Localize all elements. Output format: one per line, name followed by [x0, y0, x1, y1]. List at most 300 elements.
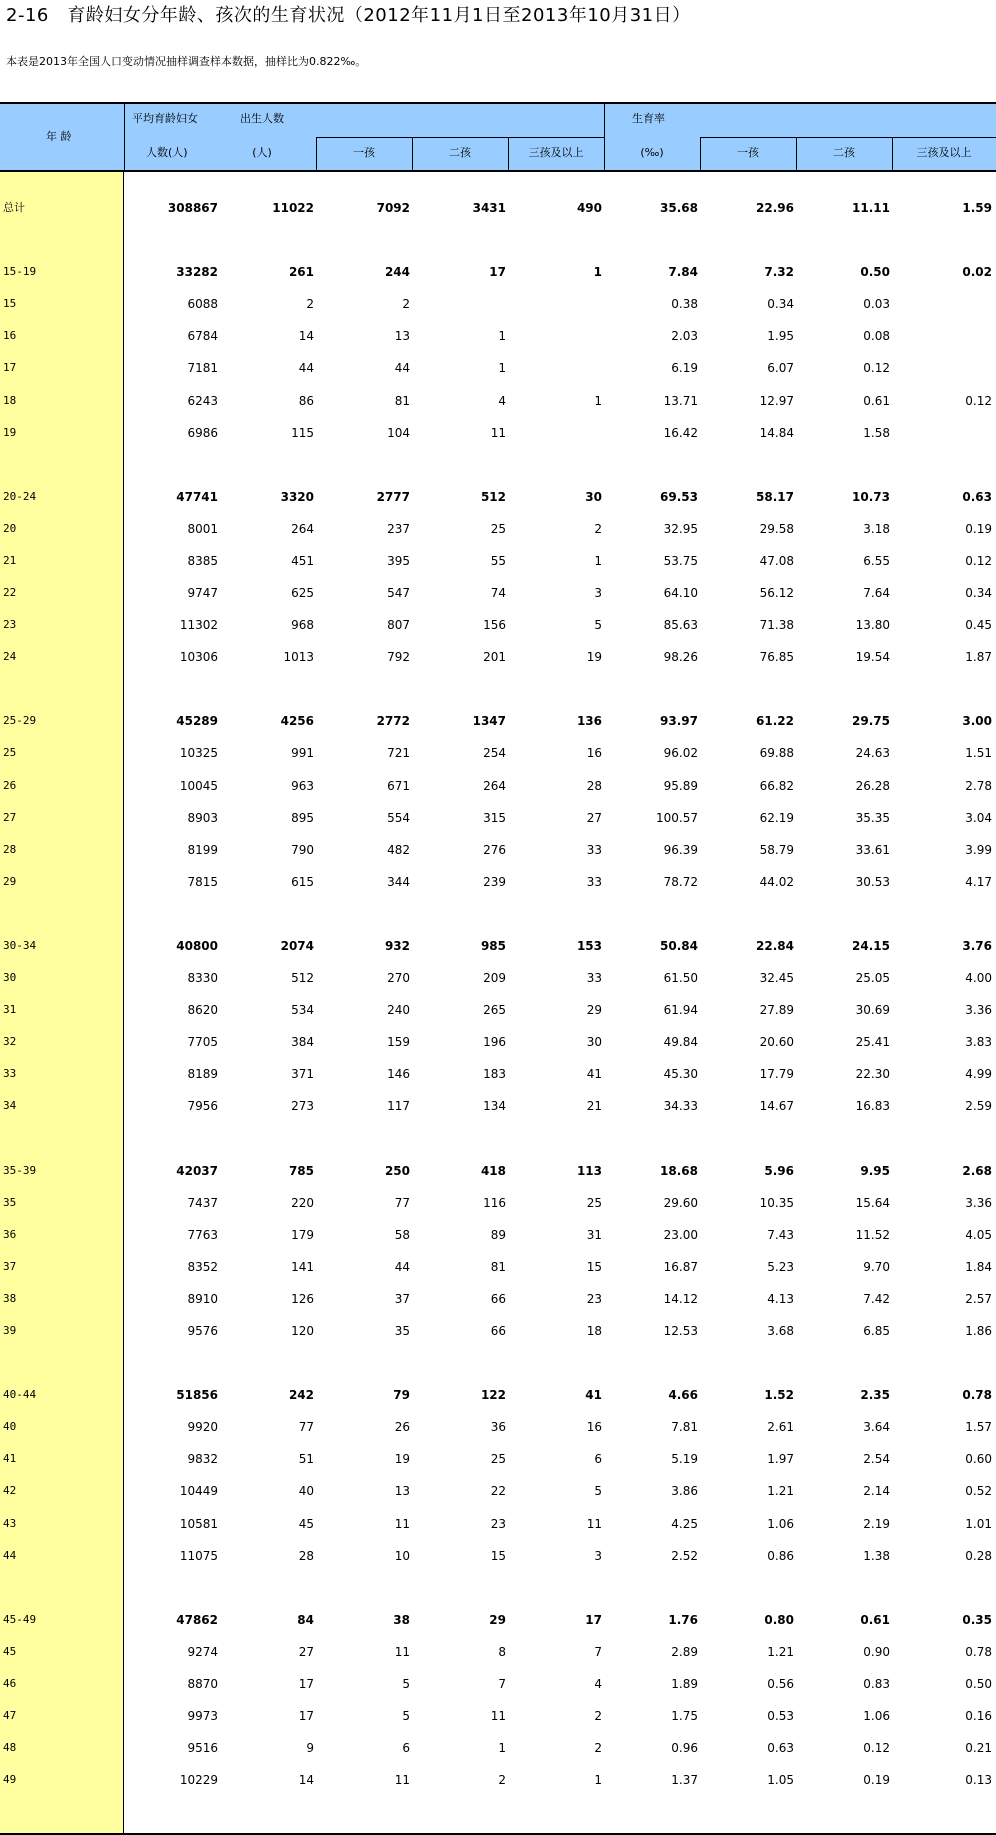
table-row	[0, 1707, 996, 1725]
header-rate-second: 二孩	[833, 146, 855, 159]
row-value-cell: 4.00	[965, 971, 992, 985]
header-subline	[700, 137, 996, 138]
row-value-cell: 1	[594, 554, 602, 568]
row-value-cell: 1.52	[764, 1388, 794, 1402]
row-age-label: 37	[3, 1260, 17, 1273]
row-value-cell: 29.60	[663, 1196, 698, 1210]
row-age-label: 25-29	[3, 714, 37, 727]
row-value-cell: 2.89	[671, 1645, 698, 1659]
row-value-cell: 2772	[376, 714, 410, 728]
row-value-cell: 22.30	[855, 1067, 890, 1081]
row-value-cell: 0.80	[764, 1613, 794, 1627]
row-value-cell: 10449	[179, 1484, 218, 1498]
row-value-cell: 201	[483, 650, 506, 664]
row-value-cell: 0.13	[965, 1773, 992, 1787]
row-value-cell: 0.03	[863, 297, 890, 311]
row-value-cell: 0.12	[863, 361, 890, 375]
row-value-cell: 0.63	[962, 490, 992, 504]
row-value-cell: 482	[387, 843, 410, 857]
row-value-cell: 344	[387, 875, 410, 889]
table-row	[0, 295, 996, 313]
row-value-cell: 8330	[187, 971, 218, 985]
row-value-cell: 512	[480, 490, 506, 504]
row-value-cell: 968	[291, 618, 314, 632]
row-value-cell: 0.60	[965, 1452, 992, 1466]
row-age-label: 17	[3, 361, 17, 374]
table-row	[0, 1547, 996, 1565]
row-value-cell: 33.61	[855, 843, 890, 857]
row-value-cell: 0.50	[965, 1677, 992, 1691]
row-value-cell: 2.78	[965, 779, 992, 793]
row-age-label: 15	[3, 297, 17, 310]
row-value-cell: 4.17	[965, 875, 992, 889]
header-births-unit: (人)	[252, 146, 272, 159]
row-value-cell: 30	[585, 490, 602, 504]
row-value-cell: 0.28	[965, 1549, 992, 1563]
row-value-cell: 81	[394, 394, 410, 408]
row-value-cell: 66	[490, 1324, 506, 1338]
row-value-cell: 6243	[187, 394, 218, 408]
row-value-cell: 19	[394, 1452, 410, 1466]
row-value-cell: 22.84	[756, 939, 794, 953]
row-value-cell: 6986	[187, 426, 218, 440]
row-value-cell: 1	[593, 265, 602, 279]
row-value-cell: 6.19	[671, 361, 698, 375]
row-value-cell: 4.99	[965, 1067, 992, 1081]
row-age-label: 20-24	[3, 490, 37, 503]
header-births-third: 三孩及以上	[528, 146, 584, 159]
row-value-cell: 6.07	[767, 361, 794, 375]
row-value-cell: 0.86	[767, 1549, 794, 1563]
row-value-cell: 8352	[187, 1260, 218, 1274]
row-value-cell: 4	[498, 394, 506, 408]
row-value-cell: 237	[387, 522, 410, 536]
row-value-cell: 5	[402, 1677, 410, 1691]
row-value-cell: 991	[291, 746, 314, 760]
row-value-cell: 126	[291, 1292, 314, 1306]
row-value-cell: 93.97	[660, 714, 698, 728]
row-age-label: 49	[3, 1773, 17, 1786]
row-value-cell: 0.21	[965, 1741, 992, 1755]
row-age-label: 24	[3, 650, 17, 663]
row-value-cell: 44.02	[759, 875, 794, 889]
row-value-cell: 100.57	[656, 811, 698, 825]
row-value-cell: 78.72	[663, 875, 698, 889]
row-value-cell: 58	[394, 1228, 410, 1242]
row-value-cell: 13.71	[663, 394, 698, 408]
row-value-cell: 2.59	[965, 1099, 992, 1113]
row-age-label: 23	[3, 618, 17, 631]
row-value-cell: 6784	[187, 329, 218, 343]
table-group-row	[0, 199, 996, 217]
row-value-cell: 315	[483, 811, 506, 825]
row-value-cell: 47862	[176, 1613, 218, 1627]
row-age-label: 47	[3, 1709, 17, 1722]
row-age-label: 46	[3, 1677, 17, 1690]
row-age-label: 41	[3, 1452, 17, 1465]
row-value-cell: 5	[402, 1709, 410, 1723]
row-value-cell: 0.78	[965, 1645, 992, 1659]
row-value-cell: 44	[394, 1260, 410, 1274]
page-title: 2-16 育龄妇女分年龄、孩次的生育状况（2012年11月1日至2013年10月31日）	[6, 5, 691, 26]
row-age-label: 总计	[3, 201, 25, 214]
row-value-cell: 32.45	[759, 971, 794, 985]
row-value-cell: 19	[586, 650, 602, 664]
row-value-cell: 6.55	[863, 554, 890, 568]
row-age-label: 40	[3, 1420, 17, 1433]
row-value-cell: 113	[576, 1164, 602, 1178]
row-value-cell: 33	[586, 971, 602, 985]
row-value-cell: 0.96	[671, 1741, 698, 1755]
row-value-cell: 15	[586, 1260, 602, 1274]
row-value-cell: 220	[291, 1196, 314, 1210]
row-value-cell: 56.12	[759, 586, 794, 600]
row-value-cell: 24.63	[855, 746, 890, 760]
row-value-cell: 81	[490, 1260, 506, 1274]
row-value-cell: 5	[594, 1484, 602, 1498]
row-value-cell: 451	[291, 554, 314, 568]
row-value-cell: 10229	[179, 1773, 218, 1787]
row-value-cell: 0.35	[962, 1613, 992, 1627]
row-value-cell: 1.58	[863, 426, 890, 440]
row-value-cell: 6.85	[863, 1324, 890, 1338]
row-value-cell: 45	[298, 1517, 314, 1531]
row-value-cell: 15	[490, 1549, 506, 1563]
row-value-cell: 53.75	[663, 554, 698, 568]
row-value-cell: 0.19	[863, 1773, 890, 1787]
row-value-cell: 7.84	[668, 265, 698, 279]
row-value-cell: 3.18	[863, 522, 890, 536]
row-value-cell: 3.36	[965, 1196, 992, 1210]
row-value-cell: 14	[298, 329, 314, 343]
row-value-cell: 2	[594, 1709, 602, 1723]
row-value-cell: 3.86	[671, 1484, 698, 1498]
row-age-label: 22	[3, 586, 17, 599]
header-divider	[604, 104, 605, 170]
row-value-cell: 1	[594, 394, 602, 408]
row-value-cell: 45289	[176, 714, 218, 728]
row-value-cell: 122	[480, 1388, 506, 1402]
row-value-cell: 35.68	[660, 201, 698, 215]
row-value-cell: 8199	[187, 843, 218, 857]
row-value-cell: 29	[489, 1613, 506, 1627]
row-value-cell: 0.19	[965, 522, 992, 536]
row-value-cell: 12.97	[759, 394, 794, 408]
row-value-cell: 1.75	[671, 1709, 698, 1723]
row-age-label: 33	[3, 1067, 17, 1080]
row-value-cell: 1.57	[965, 1420, 992, 1434]
row-value-cell: 0.61	[860, 1613, 890, 1627]
row-value-cell: 11.11	[852, 201, 890, 215]
row-value-cell: 86	[298, 394, 314, 408]
row-age-label: 30-34	[3, 939, 37, 952]
row-value-cell: 9516	[187, 1741, 218, 1755]
row-value-cell: 4	[594, 1677, 602, 1691]
row-value-cell: 0.50	[860, 265, 890, 279]
row-value-cell: 28	[298, 1549, 314, 1563]
row-value-cell: 209	[483, 971, 506, 985]
row-value-cell: 11	[490, 1709, 506, 1723]
row-age-label: 40-44	[3, 1388, 37, 1401]
row-value-cell: 16	[586, 1420, 602, 1434]
table-row	[0, 809, 996, 827]
row-value-cell: 31	[586, 1228, 602, 1242]
row-value-cell: 20.60	[759, 1035, 794, 1049]
row-age-label: 36	[3, 1228, 17, 1241]
header-births-first: 一孩	[353, 146, 375, 159]
row-value-cell: 25.41	[855, 1035, 890, 1049]
row-value-cell: 16.87	[663, 1260, 698, 1274]
row-age-label: 43	[3, 1517, 17, 1530]
row-value-cell: 7956	[187, 1099, 218, 1113]
table-row	[0, 1065, 996, 1083]
row-value-cell: 8189	[187, 1067, 218, 1081]
row-value-cell: 84	[297, 1613, 314, 1627]
row-value-cell: 1.21	[767, 1645, 794, 1659]
row-value-cell: 64.10	[663, 586, 698, 600]
row-value-cell: 50.84	[660, 939, 698, 953]
row-value-cell: 6	[402, 1741, 410, 1755]
row-value-cell: 264	[483, 779, 506, 793]
table-row	[0, 648, 996, 666]
row-value-cell: 24.15	[852, 939, 890, 953]
table-row	[0, 744, 996, 762]
row-value-cell: 1.95	[767, 329, 794, 343]
row-value-cell: 69.53	[660, 490, 698, 504]
row-value-cell: 4.66	[668, 1388, 698, 1402]
row-value-cell: 25.05	[855, 971, 890, 985]
row-value-cell: 8001	[187, 522, 218, 536]
row-value-cell: 95.89	[663, 779, 698, 793]
row-age-label: 42	[3, 1484, 17, 1497]
row-value-cell: 36	[490, 1420, 506, 1434]
row-value-cell: 932	[384, 939, 410, 953]
row-value-cell: 33	[586, 875, 602, 889]
row-value-cell: 179	[291, 1228, 314, 1242]
row-age-label: 27	[3, 811, 17, 824]
table-row	[0, 616, 996, 634]
row-age-label: 21	[3, 554, 17, 567]
row-value-cell: 308867	[167, 201, 218, 215]
table-group-row	[0, 1386, 996, 1404]
row-age-label: 30	[3, 971, 17, 984]
row-value-cell: 8385	[187, 554, 218, 568]
row-age-label: 15-19	[3, 265, 37, 278]
row-value-cell: 2.57	[965, 1292, 992, 1306]
row-value-cell: 1.84	[965, 1260, 992, 1274]
row-value-cell: 141	[291, 1260, 314, 1274]
row-value-cell: 1	[594, 1773, 602, 1787]
row-value-cell: 547	[387, 586, 410, 600]
row-value-cell: 21	[586, 1099, 602, 1113]
row-value-cell: 2	[594, 1741, 602, 1755]
row-value-cell: 1.06	[863, 1709, 890, 1723]
header-women-line2: 人数(人)	[146, 146, 188, 159]
row-value-cell: 11.52	[855, 1228, 890, 1242]
row-value-cell: 671	[387, 779, 410, 793]
table-row	[0, 392, 996, 410]
row-value-cell: 2	[306, 297, 314, 311]
row-value-cell: 38	[393, 1613, 410, 1627]
header-rate-first: 一孩	[737, 146, 759, 159]
row-value-cell: 7705	[187, 1035, 218, 1049]
header-rate-unit: (‰)	[640, 146, 664, 159]
row-value-cell: 2.19	[863, 1517, 890, 1531]
row-age-label: 35-39	[3, 1164, 37, 1177]
row-value-cell: 371	[291, 1067, 314, 1081]
row-value-cell: 159	[387, 1035, 410, 1049]
row-age-label: 20	[3, 522, 17, 535]
row-value-cell: 19.54	[855, 650, 890, 664]
row-age-label: 31	[3, 1003, 17, 1016]
row-value-cell: 9576	[187, 1324, 218, 1338]
row-value-cell: 2074	[280, 939, 314, 953]
row-value-cell: 16.42	[663, 426, 698, 440]
row-value-cell: 58.79	[759, 843, 794, 857]
row-value-cell: 10045	[179, 779, 218, 793]
row-value-cell: 27.89	[759, 1003, 794, 1017]
row-value-cell: 1347	[472, 714, 506, 728]
row-value-cell: 0.16	[965, 1709, 992, 1723]
row-value-cell: 18	[586, 1324, 602, 1338]
row-value-cell: 7	[498, 1677, 506, 1691]
table-row	[0, 1675, 996, 1693]
row-value-cell: 77	[394, 1196, 410, 1210]
row-value-cell: 265	[483, 1003, 506, 1017]
row-value-cell: 13	[394, 1484, 410, 1498]
table-row	[0, 424, 996, 442]
row-value-cell: 0.61	[863, 394, 890, 408]
row-age-label: 19	[3, 426, 17, 439]
row-value-cell: 7.81	[671, 1420, 698, 1434]
row-value-cell: 10325	[179, 746, 218, 760]
row-value-cell: 47741	[176, 490, 218, 504]
row-value-cell: 62.19	[759, 811, 794, 825]
row-age-label: 44	[3, 1549, 17, 1562]
table-row	[0, 520, 996, 538]
row-value-cell: 33282	[176, 265, 218, 279]
row-value-cell: 1.89	[671, 1677, 698, 1691]
row-value-cell: 0.45	[965, 618, 992, 632]
data-table	[0, 102, 996, 1835]
table-group-row	[0, 488, 996, 506]
row-value-cell: 17.79	[759, 1067, 794, 1081]
table-row	[0, 1226, 996, 1244]
row-value-cell: 1.51	[965, 746, 992, 760]
row-value-cell: 9.70	[863, 1260, 890, 1274]
table-header	[0, 102, 996, 172]
row-value-cell: 146	[387, 1067, 410, 1081]
row-value-cell: 7.64	[863, 586, 890, 600]
row-value-cell: 35	[394, 1324, 410, 1338]
table-row	[0, 584, 996, 602]
row-value-cell: 1	[498, 361, 506, 375]
row-value-cell: 254	[483, 746, 506, 760]
row-value-cell: 2.54	[863, 1452, 890, 1466]
row-value-cell: 136	[576, 714, 602, 728]
row-value-cell: 26	[394, 1420, 410, 1434]
row-value-cell: 30.69	[855, 1003, 890, 1017]
row-value-cell: 7.32	[764, 265, 794, 279]
row-value-cell: 45.30	[663, 1067, 698, 1081]
row-age-label: 39	[3, 1324, 17, 1337]
row-value-cell: 23.00	[663, 1228, 698, 1242]
row-value-cell: 0.02	[962, 265, 992, 279]
row-value-cell: 0.83	[863, 1677, 890, 1691]
header-births-group: 出生人数	[240, 112, 284, 125]
row-value-cell: 963	[291, 779, 314, 793]
row-value-cell: 69.88	[759, 746, 794, 760]
table-row	[0, 1739, 996, 1757]
table-row	[0, 969, 996, 987]
row-value-cell: 25	[490, 1452, 506, 1466]
row-value-cell: 1.59	[962, 201, 992, 215]
table-group-row	[0, 1611, 996, 1629]
row-value-cell: 3320	[280, 490, 314, 504]
row-value-cell: 2	[402, 297, 410, 311]
row-value-cell: 3.83	[965, 1035, 992, 1049]
row-value-cell: 239	[483, 875, 506, 889]
row-value-cell: 3	[594, 1549, 602, 1563]
row-value-cell: 7.42	[863, 1292, 890, 1306]
row-age-label: 18	[3, 394, 17, 407]
table-group-row	[0, 712, 996, 730]
row-value-cell: 117	[387, 1099, 410, 1113]
row-value-cell: 0.12	[863, 1741, 890, 1755]
row-value-cell: 30	[586, 1035, 602, 1049]
row-value-cell: 18.68	[660, 1164, 698, 1178]
row-value-cell: 51	[298, 1452, 314, 1466]
row-value-cell: 58.17	[756, 490, 794, 504]
row-value-cell: 3.36	[965, 1003, 992, 1017]
row-value-cell: 11	[394, 1773, 410, 1787]
row-value-cell: 196	[483, 1035, 506, 1049]
row-value-cell: 9747	[187, 586, 218, 600]
row-age-label: 34	[3, 1099, 17, 1112]
row-value-cell: 615	[291, 875, 314, 889]
row-value-cell: 23	[490, 1517, 506, 1531]
row-value-cell: 0.90	[863, 1645, 890, 1659]
table-row	[0, 1515, 996, 1533]
row-value-cell: 9274	[187, 1645, 218, 1659]
row-value-cell: 14.84	[759, 426, 794, 440]
row-value-cell: 250	[384, 1164, 410, 1178]
row-value-cell: 41	[586, 1067, 602, 1081]
row-value-cell: 40800	[176, 939, 218, 953]
row-value-cell: 17	[585, 1613, 602, 1627]
row-value-cell: 10.35	[759, 1196, 794, 1210]
row-value-cell: 3.76	[962, 939, 992, 953]
row-value-cell: 3.99	[965, 843, 992, 857]
row-value-cell: 790	[291, 843, 314, 857]
table-row	[0, 777, 996, 795]
row-value-cell: 16.83	[855, 1099, 890, 1113]
row-value-cell: 2	[498, 1773, 506, 1787]
row-value-cell: 2	[594, 522, 602, 536]
row-age-label: 38	[3, 1292, 17, 1305]
row-value-cell: 1.21	[767, 1484, 794, 1498]
row-value-cell: 55	[490, 554, 506, 568]
row-value-cell: 3.00	[962, 714, 992, 728]
row-value-cell: 10	[394, 1549, 410, 1563]
row-value-cell: 26.28	[855, 779, 890, 793]
row-value-cell: 66.82	[759, 779, 794, 793]
row-value-cell: 785	[288, 1164, 314, 1178]
row-value-cell: 1	[498, 329, 506, 343]
row-age-label: 35	[3, 1196, 17, 1209]
header-divider	[124, 104, 125, 170]
row-value-cell: 9.95	[860, 1164, 890, 1178]
